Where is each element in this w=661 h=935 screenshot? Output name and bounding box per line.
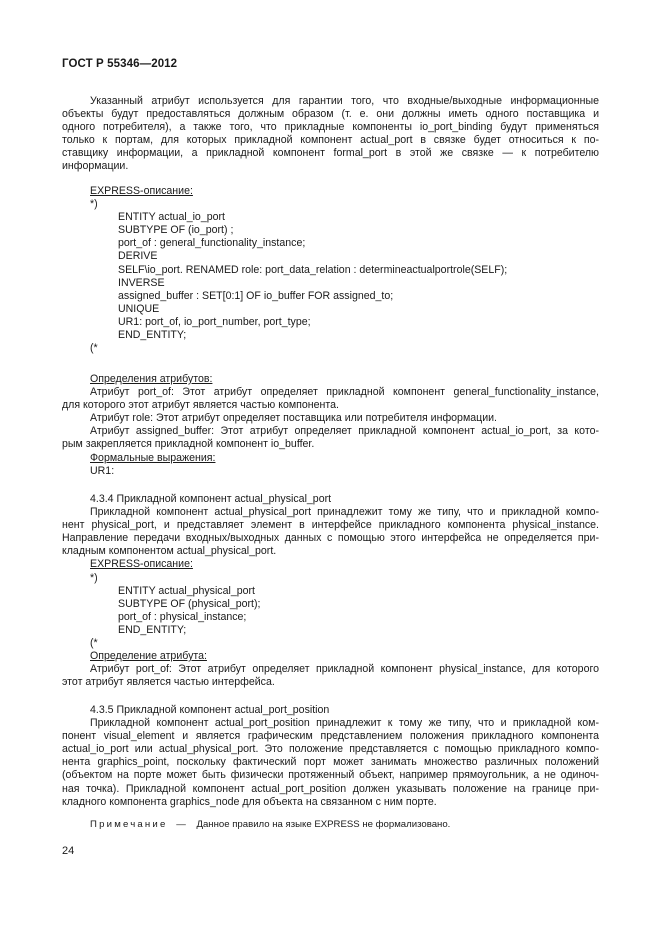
text-line: информации. bbox=[62, 160, 129, 173]
intro-paragraph bbox=[62, 95, 599, 174]
code-line: END_ENTITY; bbox=[118, 329, 187, 342]
text-line: Атрибут assigned_buffer: Этот атрибут определяет прикладной компонент actual_io_port, за кото- bbox=[90, 425, 599, 438]
text-line: Атрибут port_of: Этот атрибут определяет прикладной компонент physical_instance, для которого bbox=[90, 663, 599, 676]
express-heading: EXPRESS-описание: bbox=[90, 558, 193, 571]
text-line: этот атрибут является частью интерфейса. bbox=[62, 676, 275, 689]
code-line: DERIVE bbox=[118, 250, 158, 263]
text-line: Прикладной компонент actual_port_position принадлежит к тому же типу, что и прикладной ком- bbox=[90, 717, 599, 730]
note-dash: — bbox=[176, 819, 186, 830]
text-line: actual_io_port или actual_physical_port. Это положение представляется с помощью прикладного компо- bbox=[62, 743, 599, 756]
section-title: 4.3.5 Прикладной компонент actual_port_position bbox=[90, 704, 330, 716]
note-text: Данное правило на языке EXPRESS не формализовано. bbox=[196, 819, 451, 830]
code-line: SUBTYPE OF (physical_port); bbox=[118, 597, 261, 610]
page-header: ГОСТ Р 55346—2012 bbox=[62, 58, 178, 70]
note-label: Примечание bbox=[90, 819, 168, 830]
text-line: для которого этот атрибут является частью компонента. bbox=[62, 399, 339, 412]
code-open: *) bbox=[90, 571, 98, 584]
code-close: (* bbox=[90, 342, 98, 355]
text-line: кладного компонента graphics_node для объекта на связанном с ним порте. bbox=[62, 795, 437, 808]
code-line: ENTITY actual_io_port bbox=[118, 211, 225, 224]
code-line: assigned_buffer : SET[0:1] OF io_buffer FOR assigned_to; bbox=[118, 289, 394, 302]
text-line: Прикладной компонент actual_physical_port принадлежит тому же типу, что и прикладной компо- bbox=[90, 506, 599, 519]
code-line: UR1: port_of, io_port_number, port_type; bbox=[118, 315, 311, 328]
text-line: рым закрепляется прикладной компонент io_buffer. bbox=[62, 438, 315, 451]
section-4-3-5 bbox=[62, 704, 599, 809]
attr-heading: Определение атрибута: bbox=[90, 650, 207, 663]
text-line: только к портам, для которых прикладной компонент actual_port в связке будет относиться к по- bbox=[62, 134, 599, 147]
express-block-actual-io-port bbox=[62, 185, 599, 355]
rule-ur1: UR1: bbox=[90, 464, 115, 477]
page-number: 24 bbox=[62, 845, 75, 857]
attribute-definitions bbox=[62, 373, 599, 478]
text-line: нента graphics_point, поскольку фактический порт может занимать множество различных положений bbox=[62, 756, 599, 769]
text-line: Направление передачи входных/выходных данных с помощью этого интерфейса не определяется при- bbox=[62, 532, 599, 545]
text-line: ставщику информации, а прикладной компонент formal_port в этой же связке — к потребителю bbox=[62, 147, 599, 160]
text-line: понент visual_element и является графическим представлением положения прикладного компонента bbox=[62, 730, 599, 743]
formal-heading: Формальные выражения: bbox=[90, 451, 216, 464]
text-line: Атрибут port_of: Этот атрибут определяет прикладной компонент general_functionality_instance, bbox=[90, 386, 599, 399]
text-line: нент physical_port, и представляет элемент в интерфейсе прикладного компонента physical_instance. bbox=[62, 519, 599, 532]
code-line: INVERSE bbox=[118, 276, 165, 289]
section-4-3-4 bbox=[62, 493, 599, 689]
text-line: (объектом на порте может быть физически протяженный объект, например прямоугольник, а не одиноч- bbox=[62, 769, 599, 782]
code-line: END_ENTITY; bbox=[118, 623, 187, 636]
section-title: 4.3.4 Прикладной компонент actual_physical_port bbox=[90, 493, 332, 505]
code-line: SELF\io_port. RENAMED role: port_data_relation : determineactualportrole(SELF); bbox=[118, 263, 508, 276]
code-line: ENTITY actual_physical_port bbox=[118, 584, 255, 597]
code-open: *) bbox=[90, 198, 98, 211]
note bbox=[62, 818, 599, 831]
code-line: port_of : general_functionality_instance; bbox=[118, 237, 306, 250]
text-line: Атрибут role: Этот атрибут определяет поставщика или потребителя информации. bbox=[90, 412, 497, 425]
text-line: Указанный атрибут используется для гарантии того, что входные/выходные информационные bbox=[90, 95, 599, 107]
text-line: ная точка). Прикладной компонент actual_port_position должен указывать положение на границе при- bbox=[62, 782, 599, 795]
text-line: объекты будут предоставляться должным образом (т. е. они должны иметь одного поставщика и bbox=[62, 108, 599, 121]
code-close: (* bbox=[90, 637, 98, 650]
code-line: port_of : physical_instance; bbox=[118, 610, 247, 623]
code-line: SUBTYPE OF (io_port) ; bbox=[118, 224, 234, 237]
express-heading: EXPRESS-описание: bbox=[90, 185, 193, 197]
attrs-heading: Определения атрибутов: bbox=[90, 373, 213, 385]
code-line: UNIQUE bbox=[118, 302, 160, 315]
text-line: одного потребителя), а также того, что прикладные компоненты io_port_binding будут применяться bbox=[62, 121, 599, 134]
text-line: кладным компонентом actual_physical_port. bbox=[62, 545, 277, 558]
